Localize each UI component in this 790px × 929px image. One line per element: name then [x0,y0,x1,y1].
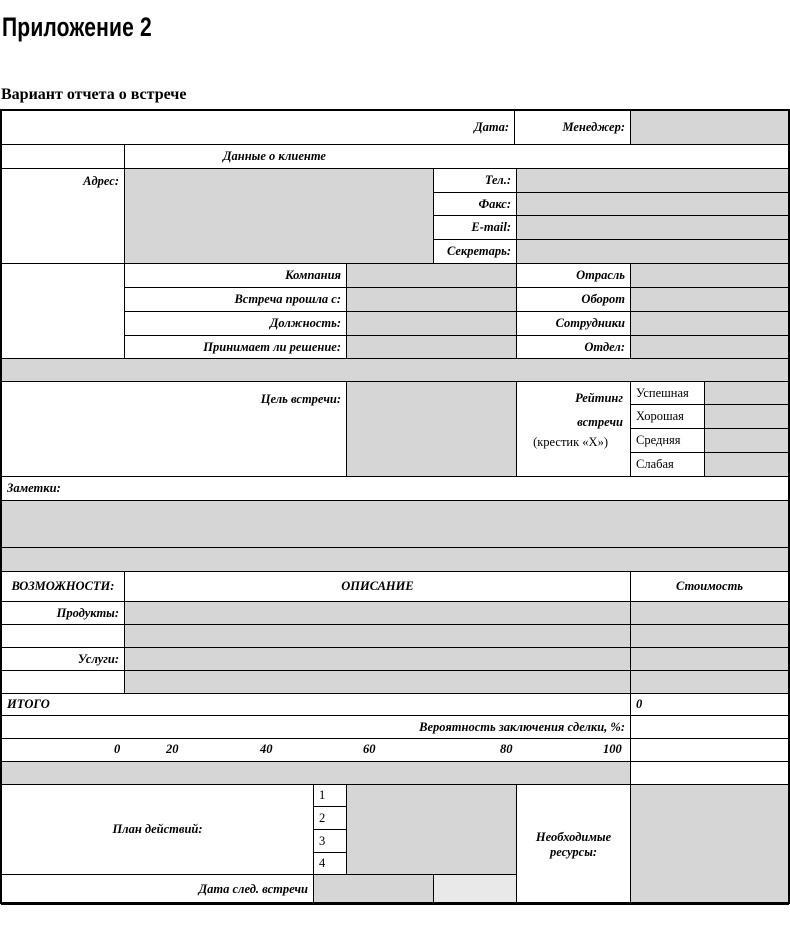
service-description-2[interactable] [124,670,631,694]
product-cost-2[interactable] [630,624,789,648]
resources-label [516,784,631,905]
plan-step-2: 2 [313,806,347,830]
fax-field[interactable] [516,192,789,216]
phone-label: Тел.: [433,168,517,193]
manager-field[interactable] [630,110,789,145]
met-with-label: Встреча прошла с: [124,287,347,312]
company-label: Компания [124,263,347,288]
position-label: Должность: [124,311,347,336]
next-meeting-extra-field[interactable] [433,874,517,905]
separator-row-3 [1,761,631,785]
separator-row-2 [1,547,789,572]
scale-mark-20: 20 [166,742,179,756]
resources-field[interactable] [630,784,789,905]
turnover-field[interactable] [630,287,789,312]
resources-text: Необходимые ресурсы: [535,830,612,859]
met-with-field[interactable] [346,287,517,312]
report-title: Вариант отчета о встрече [1,86,187,103]
services-blank-cell [1,670,125,694]
turnover-label: Оборот [516,287,631,312]
client-section-title: Данные о клиенте [124,144,789,169]
probability-label: Вероятность заключения сделки, %: [1,715,631,739]
employees-label: Сотрудники [516,311,631,336]
phone-field[interactable] [516,168,789,193]
product-description-1[interactable] [124,601,631,625]
total-value: 0 [630,693,789,716]
plan-step-3: 3 [313,829,347,853]
rating-hint: (крестик «Х») [533,435,608,449]
meeting-rating-cell [516,381,631,477]
rating-option-average: Средняя [630,428,705,453]
action-plan-label: План действий: [1,784,314,875]
rating-label-line1: Рейтинг [575,391,623,405]
secretary-label: Секретарь: [433,239,517,264]
probability-value-cell[interactable] [630,738,789,762]
fax-label: Факс: [433,192,517,216]
company-blank-cell [1,263,125,359]
next-meeting-date-field[interactable] [313,874,434,905]
employees-field[interactable] [630,311,789,336]
plan-step-4: 4 [313,852,347,875]
rating-option-weak: Слабая [630,452,705,477]
scale-mark-0: 0 [114,742,121,756]
industry-field[interactable] [630,263,789,288]
rating-checkbox-good[interactable] [704,404,789,429]
rating-checkbox-weak[interactable] [704,452,789,477]
date-label: Дата: [1,110,515,145]
description-header: ОПИСАНИЕ [124,571,631,602]
address-field[interactable] [124,168,434,264]
products-label: Продукты: [1,601,125,625]
client-blank-cell [1,144,125,169]
meeting-goal-label: Цель встречи: [1,381,347,477]
product-description-2[interactable] [124,624,631,648]
cost-header: Стоимость [630,571,789,602]
product-cost-1[interactable] [630,601,789,625]
rating-checkbox-successful[interactable] [704,381,789,405]
decision-maker-field[interactable] [346,335,517,359]
decision-maker-label: Принимает ли решение: [124,335,347,359]
service-cost-1[interactable] [630,647,789,671]
rating-checkbox-average[interactable] [704,428,789,453]
action-plan-field[interactable] [346,784,517,875]
next-meeting-label: Дата след. встречи [1,874,314,905]
scale-mark-80: 80 [500,742,513,756]
email-label: E-mail: [433,215,517,240]
position-field[interactable] [346,311,517,336]
separator-row-3-right [630,761,789,785]
department-field[interactable] [630,335,789,359]
industry-label: Отрасль [516,263,631,288]
scale-mark-40: 40 [260,742,273,756]
separator-row [1,358,789,382]
notes-label: Заметки: [1,476,789,501]
service-description-1[interactable] [124,647,631,671]
company-field[interactable] [346,263,517,288]
address-label: Адрес: [1,168,125,264]
services-label: Услуги: [1,647,125,671]
rating-label-line2: встречи [577,415,623,429]
rating-option-successful: Успешная [630,381,705,405]
products-blank-cell [1,624,125,648]
total-label: ИТОГО [1,693,631,716]
appendix-title: Приложение 2 [2,12,152,42]
rating-option-good: Хорошая [630,404,705,429]
meeting-goal-field[interactable] [346,381,517,477]
notes-field[interactable] [1,500,789,548]
email-field[interactable] [516,215,789,240]
probability-blank-cell [630,715,789,739]
opportunities-header: ВОЗМОЖНОСТИ: [1,571,125,602]
service-cost-2[interactable] [630,670,789,694]
secretary-field[interactable] [516,239,789,264]
department-label: Отдел: [516,335,631,359]
probability-scale[interactable] [1,738,631,762]
scale-mark-60: 60 [363,742,376,756]
plan-step-1: 1 [313,784,347,807]
scale-mark-100: 100 [603,742,622,756]
manager-label: Менеджер: [514,110,631,145]
